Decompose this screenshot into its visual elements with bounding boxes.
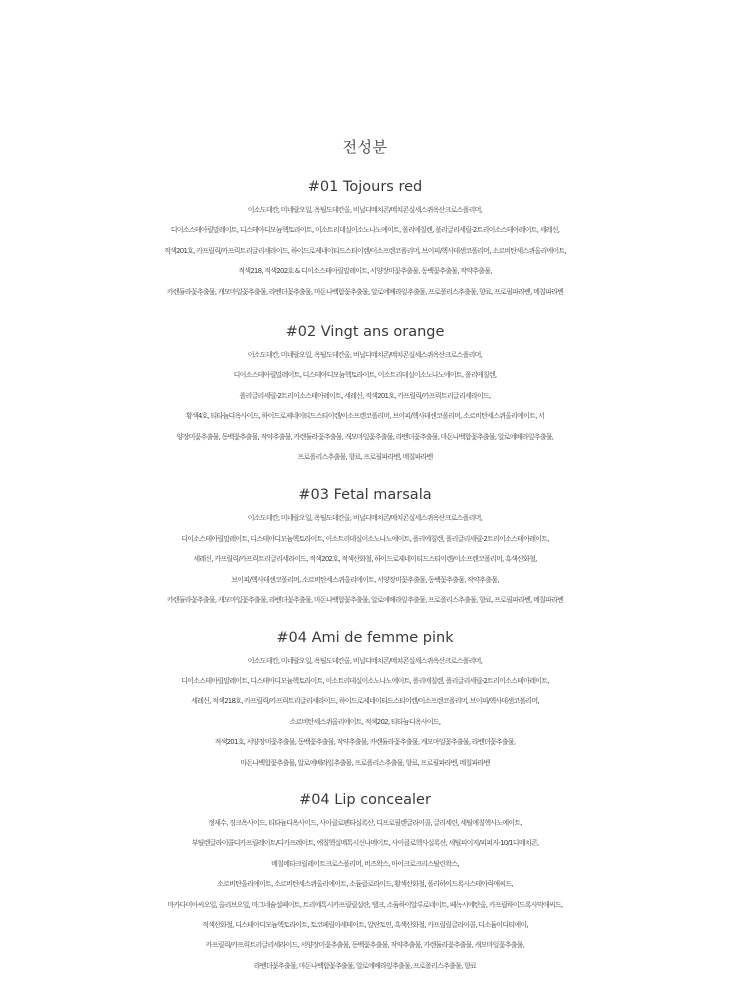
ingredient-line: 마카다미아씨오일, 올리브오일, 마그네슘설페이트, 트리에톡시카프릴릴실란, 탤크, 소듐하이알루로네이트, 페녹시에탄올, 카프릴하이드록사믹애씨드,	[167, 900, 563, 909]
ingredient-line: 적색218, 적색202호 & 디이소스테아릴말레이트, 서양장미꽃추출물, 동백꽃추출물, 작약추출물,	[238, 267, 492, 276]
page-title: 전성분	[342, 138, 388, 156]
ingredient-line: 부틸렌글라이콜디카프릴레이트/디카프레이트, 에칠헥실메톡시신나메이트, 사이클로헥사실록산, 세틸피이지/피피지-10/1디메치콘,	[191, 839, 539, 848]
ingredient-line: 이소도데칸, 미네랄오일, 옥틸도데칸올, 비닐디메치콘/메치콘실세스퀴옥산크로스폴리머,	[247, 351, 483, 360]
section-title: #04 Lip concealer	[299, 791, 431, 808]
ingredient-line: 마돈나백합꽃추출물, 알로에베라잎추출물, 프로폴리스추출물, 향료, 프로필파라벤, 메칠파라벤	[240, 758, 490, 767]
ingredient-line: 양장미꽃추출물, 동백꽃추출물, 작약추출물, 카렌듈라꽃추출물, 캐모마일꽃추출물, 라벤더꽃추출물, 마돈나백합꽃추출물, 알로에베라잎추출물,	[176, 432, 554, 441]
ingredient-line: 카프릴릭/카프릭트리글리세라이드, 서양장미꽃추출물, 동백꽃추출물, 작약추출물, 카렌듈라꽃추출물, 캐모마일꽃추출물,	[205, 941, 525, 950]
ingredient-line: 소르비탄올리에이트, 소르비탄세스퀴올리에이트, 소듐클로라이드, 황색산화철, 폴리하이드록시스테아릭애씨드,	[217, 880, 513, 889]
ingredient-list	[0, 200, 730, 302]
section-ami-de-femme-pink	[0, 628, 730, 773]
section-fetal-marsala	[0, 485, 730, 610]
ingredient-line: 메칠메타크릴레이트크로스폴리머, 비즈왁스, 마이크로크리스탈린왁스,	[271, 859, 459, 868]
ingredient-line: 디이소스테아릴말레이트, 디스테아디모늄헥토라이트, 이소트리데실이소노나노에이트, 폴리에칠렌, 폴리글리세릴-2트리이소스테아레이트,	[181, 534, 549, 543]
ingredient-list	[0, 813, 730, 976]
ingredient-list	[0, 508, 730, 610]
section-title: #02 Vingt ans orange	[285, 324, 445, 341]
ingredient-line: 이소도데칸, 미네랄오일, 옥틸도데칸올, 비닐디메치콘/메치콘실세스퀴옥산크로스폴리머,	[247, 206, 483, 214]
ingredient-line: 소르비탄세스퀴올리에이트, 적색202, 티타늄디옥사이드,	[289, 717, 441, 726]
ingredient-line: 폴리글리세릴-2트리이소스테아레이트, 세레신, 적색201호, 카프릴릭/카프릭트리글리세라이드,	[239, 391, 491, 400]
ingredient-line: 디이소스테아릴말레이트, 디스테아디모늄헥토라이트, 이소트리데실이소노나노에이트, 폴리에칠렌, 폴리글리세릴-2트리이소스테아레이트, 세레신,	[170, 226, 560, 235]
ingredient-list	[0, 345, 730, 467]
ingredient-line: 황색4호, 티타늄디옥사이드, 하이드로제네이티드스티이렌/이소프렌코폴리머, 브이피/헥사데센코폴리머, 소르비탄세스퀴올리에이트, 서	[185, 412, 545, 421]
section-title: #03 Fetal marsala	[298, 487, 432, 504]
ingredient-line: 적색산화철, 디스테아디모늄헥토라이트, 토코페릴아세테이트, 알란토인, 흑색산화철, 카프릴릴글라이콜, 디소듐이디티에이,	[202, 920, 528, 929]
ingredient-line: 디이소스테아릴말레이트, 디스테아디모늄헥토라이트, 이소트리데실이소노나노에이트, 폴리에칠렌, 폴리글리세릴-2트리이소스테아레이트,	[181, 676, 549, 685]
ingredient-line: 정제수, 징크옥사이드, 티타늄디옥사이드, 사이클로펜타실록산, 디프로필렌글라이콜, 글리세린, 세틸에칠헥사노에이트,	[208, 818, 522, 827]
section-vingt-ans-orange	[0, 322, 730, 467]
section-lip-concealer	[0, 790, 730, 976]
section-title: #04 Ami de femme pink	[276, 629, 454, 646]
ingredient-line: 적색201호, 서양장미꽃추출물, 동백꽃추출물, 작약추출물, 카렌듈라꽃추출물, 캐모마일꽃추출물, 라벤더꽃추출물,	[214, 738, 516, 747]
ingredient-line: 프로폴리스추출물, 향료, 프로필파라벤, 메칠파라벤	[297, 453, 433, 462]
ingredient-line: 디이소스테아릴말레이트, 디스테아디모늄헥토라이트, 이소트리데실이소노나노에이트, 폴리에칠렌,	[233, 371, 497, 380]
ingredient-list	[0, 651, 730, 773]
ingredient-line: 카렌듈라꽃추출물, 캐모마일꽃추출물, 라벤더꽃추출물, 마돈나백합꽃추출물, 알로에베라잎추출물, 프로폴리스추출물, 향료, 프로필파라벤, 메칠파라벤	[166, 287, 564, 296]
ingredient-line: 카렌듈라꽃추출물, 캐모마일꽃추출물, 라벤더꽃추출물, 마돈나백합꽃추출물, 알로에베라잎추출물, 프로폴리스추출물, 향료, 프로필파라벤, 메칠파라벤	[166, 596, 564, 605]
ingredient-line: 세레신, 카프릴릭/카프릭트리글리세라이드, 적색202호, 적색산화철, 하이드로제네이티드스티이렌/이소프렌코폴리머, 흑색산화철,	[193, 555, 537, 564]
ingredient-line: 적색201호, 카프릴릭/카프릭트리글리세라이드, 하이드로제네이티드스티이렌/이소프렌코폴리머, 브이피/헥사데센코폴리머, 소르비탄세스퀴올리에이트,	[164, 246, 566, 255]
ingredient-line: 라벤더꽃추출물, 마돈나백합꽃추출물, 알로에베라잎추출물, 프로폴리스추출물, 향료	[253, 961, 477, 970]
ingredient-line: 세레신, 적색218호, 카프릴릭/카프릭트리글리세라이드, 하이드로제네이티드스티이렌/이소프렌코폴리머, 브이피/헥사데센코폴리머,	[191, 697, 539, 706]
ingredient-line: 브이피/헥사데센코폴리머, 소르비탄세스퀴올리에이트, 서양장미꽃추출물, 동백꽃추출물, 작약추출물,	[231, 575, 499, 584]
section-title: #01 Tojours red	[307, 179, 423, 195]
ingredient-line: 이소도데칸, 미네랄오일, 옥틸도데칸올, 비닐디메치콘/메치콘실세스퀴옥산크로스폴리머,	[247, 514, 483, 523]
ingredient-line: 이소도데칸, 미네랄오일, 옥틸도데칸올, 비닐디메치콘/메치콘실세스퀴옥산크로스폴리머,	[247, 656, 483, 665]
section-tojours-red	[0, 177, 730, 302]
